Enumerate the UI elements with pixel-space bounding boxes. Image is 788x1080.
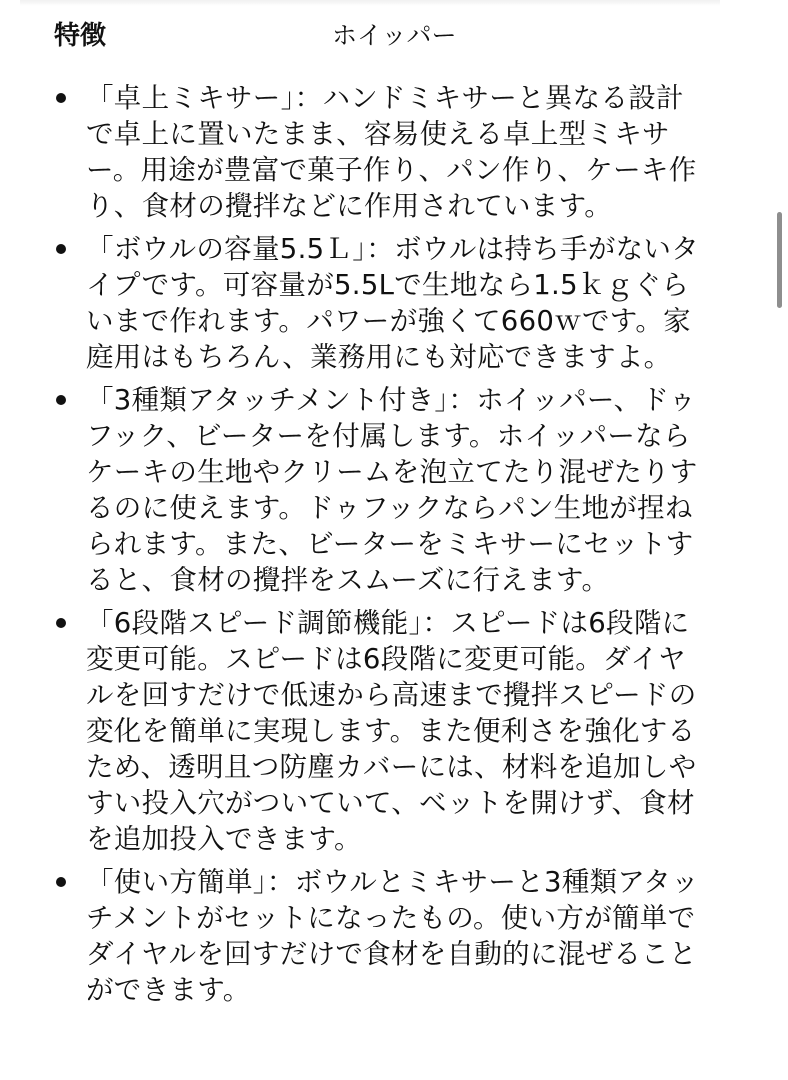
bullet-icon: [56, 618, 66, 628]
feature-list-item: [0, 864, 700, 1008]
feature-list-item: [0, 80, 700, 224]
feature-text: 「3種類アタッチメント付き」：ホイッパー、ドゥフック、ビーターを付属します。ホイッパーならケーキの生地やクリームを泡立てたり混ぜたりするのに使えます。ドゥフックならパン生地が捏ねられます。また、ビーターをミキサーにセットすると、食材の攪拌をスムーズに行えます。: [86, 384, 698, 596]
feature-text: 「ボウルの容量5.5Ｌ」：ボウルは持ち手がないタイプです。可容量が5.5Lで生地なら1.5ｋｇぐらいまで作れます。パワーが強くて660ｗです。家庭用はもちろん、業務用にも対応できますよ。: [86, 233, 700, 373]
bullet-icon: [56, 244, 66, 254]
spec-header-row: [54, 18, 748, 58]
scrollbar-thumb[interactable]: [777, 212, 782, 308]
feature-text: 「6段階スピード調節機能」：スピードは6段階に変更可能。スピードは6段階に変更可能。ダイヤルを回すだけで低速から高速まで攪拌スピードの変化を簡単に実現します。また便利さを強化するため、透明且つ防塵カバーには、材料を追加しやすい投入穴がついていて、ベットを開けず、食材を追加投入できます。: [86, 607, 697, 855]
feature-list-item: [0, 605, 700, 857]
feature-list: [0, 80, 700, 1015]
feature-list-item: [0, 382, 700, 598]
feature-text: 「使い方簡単」：ボウルとミキサーと3種類アタッチメントがセットになったもの。使い方が簡単でダイヤルを回すだけで食材を自動的に混ぜることができます。: [86, 866, 699, 1006]
spec-value: ホイッパー: [332, 21, 457, 50]
top-divider-shadow: [20, 0, 720, 6]
bullet-icon: [56, 395, 66, 405]
bullet-icon: [56, 93, 66, 103]
bullet-icon: [56, 877, 66, 887]
feature-text: 「卓上ミキサー」：ハンドミキサーと異なる設計で卓上に置いたまま、容易使える卓上型ミキサー。用途が豊富で菓子作り、パン作り、ケーキ作り、食材の攪拌などに作用されています。: [86, 82, 697, 222]
spec-label: 特徴: [54, 21, 107, 51]
feature-list-item: [0, 231, 700, 375]
